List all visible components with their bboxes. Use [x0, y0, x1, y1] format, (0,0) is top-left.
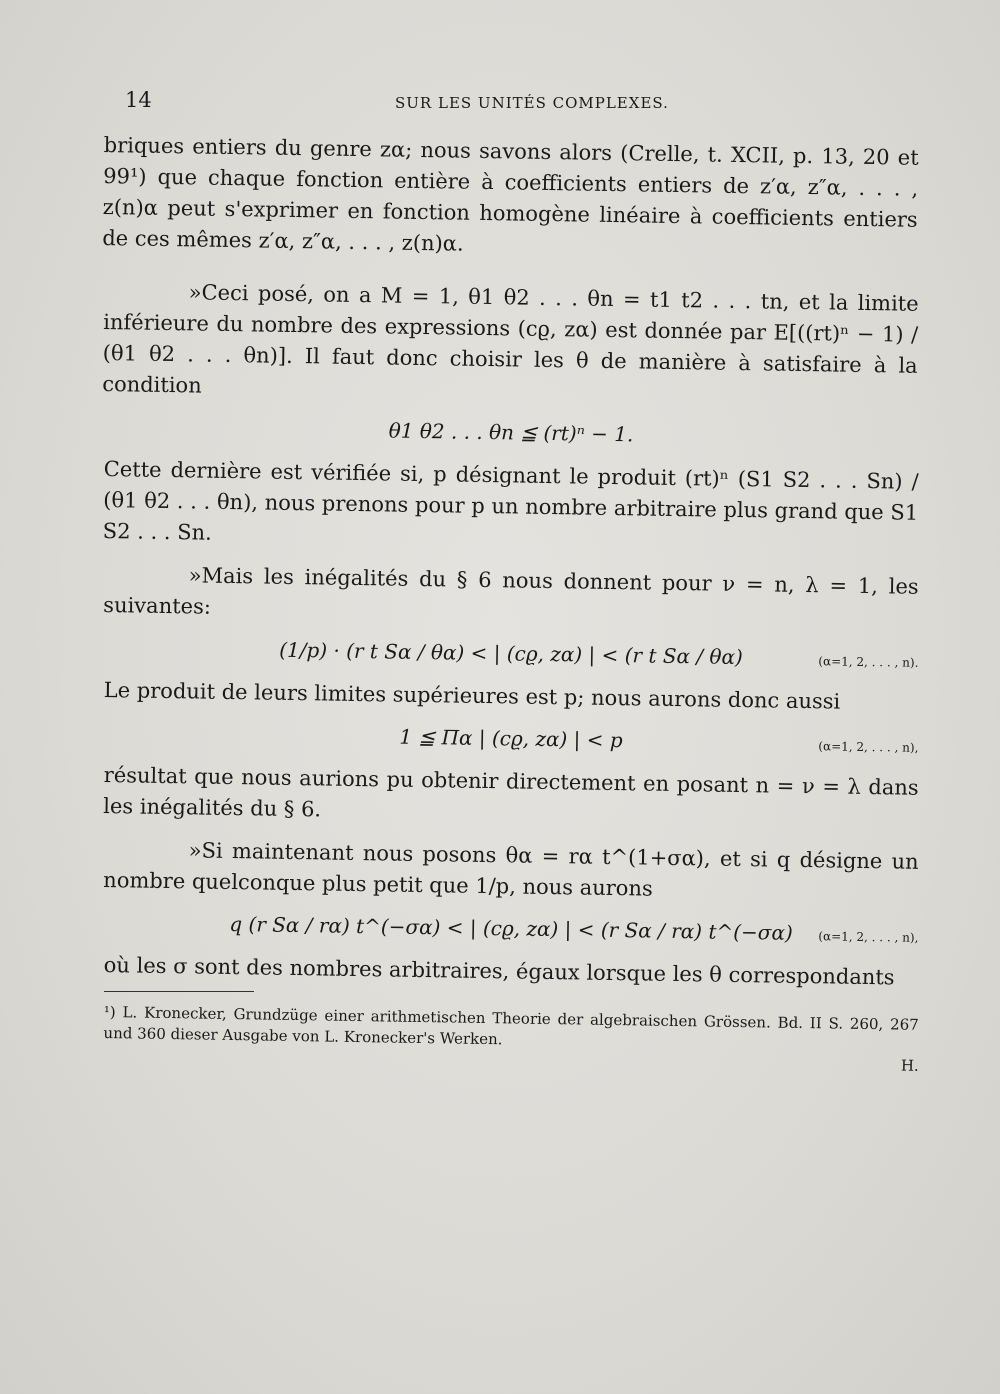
page-header	[125, 88, 915, 118]
equation-formula: 1 ≦ Πα | (cϱ, zα) | < p	[399, 724, 623, 753]
footnote-rule	[104, 991, 254, 992]
page-body	[102, 130, 919, 1075]
running-title: SUR LES UNITÉS COMPLEXES.	[395, 94, 669, 112]
paragraph-5: Le produit de leurs limites supérieures est p; nous aurons donc aussi	[103, 677, 841, 714]
equation-formula: (1/p) · (r t Sα / θα) < | (cϱ, zα) | < (r t Sα / θα)	[279, 637, 744, 670]
paragraph-6: résultat que nous aurions pu obtenir directement en posant n = ν = λ dans les inégalités du § 6.	[103, 762, 919, 822]
footnote-signature: H.	[900, 1056, 919, 1075]
paragraph-8: où les σ sont des nombres arbitraires, égaux lorsque les θ correspondants	[103, 952, 895, 990]
equation-formula: q (r Sα / rα) t^(−σα) < | (cϱ, zα) | < (r Sα / rα) t^(−σα)	[229, 911, 793, 945]
equation-condition: (α=1, 2, . . . , n).	[818, 654, 919, 670]
paragraph-1: briques entiers du genre zα; nous savons alors (Crelle, t. XCII, p. 13, 20 et 99¹) que chaque fonction entière à coefficients entiers de z′α, z″α, . . . , z(n)α peut s'exprimer en fonction homogène linéaire à coefficients entiers de ces mêmes z′α, z″α, . . . , z(n)α.	[102, 132, 919, 256]
paragraph-3: Cette dernière est vérifiée si, p désignant le produit (rt)ⁿ (S1 S2 . . . Sn) / (θ1 θ2 . . . θn), nous prenons pour p un nombre arbitraire plus grand que S1 S2 . . . Sn.	[102, 456, 919, 545]
footnote-text: ¹) L. Kronecker, Grundzüge einer arithmetischen Theorie der algebraischen Grössen. Bd. II S. 260, 267 und 360 dieser Ausgabe von L. Kronecker's Werken.	[103, 1002, 919, 1049]
equation-condition: (α=1, 2, . . . , n),	[818, 739, 919, 755]
paragraph-7: »Si maintenant nous posons θα = rα t^(1+σα), et si q désigne un nombre quelconque plus petit que 1/p, nous aurons	[103, 838, 919, 901]
paragraph-2: »Ceci posé, on a M = 1, θ1 θ2 . . . θn = t1 t2 . . . tn, et la limite inférieure du nombre des expressions (cϱ, zα) est donnée par E[((rt)ⁿ − 1) / (θ1 θ2 . . . θn)]. Il faut donc choisir les θ de manière à satisfaire à la condition	[102, 280, 919, 398]
equation-condition: (α=1, 2, . . . , n),	[818, 929, 919, 945]
equation-formula: θ1 θ2 . . . θn ≦ (rt)ⁿ − 1.	[388, 418, 634, 447]
page-number: 14	[125, 88, 152, 112]
paragraph-4: »Mais les inégalités du § 6 nous donnent pour ν = n, λ = 1, les suivantes:	[103, 563, 919, 619]
